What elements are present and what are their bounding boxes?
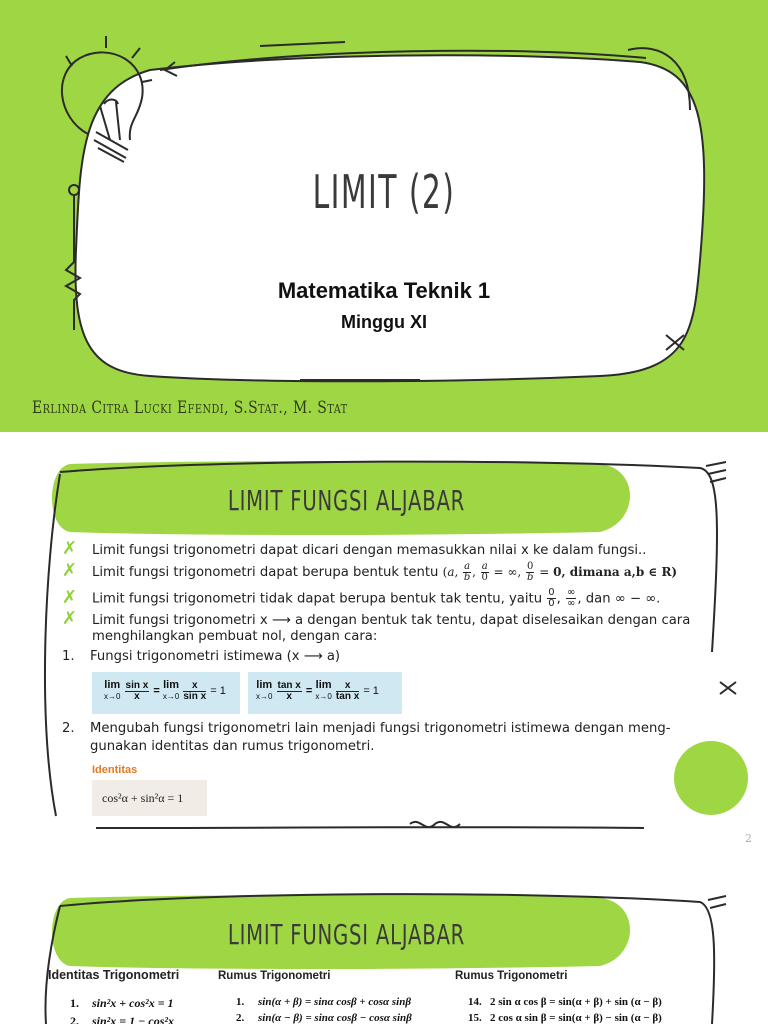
bullet-item: ✗ Limit fungsi trigonometri tidak dapat berupa bentuk tak tentu, yaitu $\frac{0}{0}$ , $\frac{\infty}{\infty}$ , dan ∞ − ∞. bbox=[62, 586, 661, 609]
check-x-icon: ✗ bbox=[62, 560, 78, 581]
author-name: Erlinda Citra Lucki Efendi, S.Stat., M. Stat bbox=[32, 398, 348, 418]
column-header: Rumus Trigonometri bbox=[455, 970, 568, 982]
bullet-item: ✗ Limit fungsi trigonometri x ⟶ a dengan bentuk tak tentu, dapat diselesaikan dengan cara bbox=[62, 608, 691, 629]
formula-tan-limit: lim x→0 $\frac{\text{tan x}}{x}$ = lim x→0 $\frac{x}{\text{tan x}}$ = 1 bbox=[248, 672, 402, 714]
bullet-item: ✗ Limit fungsi trigonometri dapat berupa bentuk tentu (a, $\frac{a}{b}$ , $\frac{a}{0}$ = ∞, $\frac{0}{b}$ = 0, dimana a,b ∈ R) bbox=[62, 560, 678, 583]
formula-row: 15. 2 cos α sin β = sin(α + β) − sin (α − β) bbox=[468, 1012, 662, 1024]
content-slide bbox=[0, 432, 768, 864]
formula-row: 1. sin(α + β) = sinα cosβ + cosα sinβ bbox=[236, 996, 411, 1008]
page-number: 2 bbox=[745, 832, 752, 845]
identity-formula: cos²α + sin²α = 1 bbox=[92, 780, 207, 816]
identity-label: Identitas bbox=[92, 764, 138, 776]
bullet-continuation: menghilangkan pembuat nol, dengan cara: bbox=[92, 629, 378, 644]
check-x-icon: ✗ bbox=[62, 586, 78, 608]
column-header: Rumus Trigonometri bbox=[218, 970, 331, 982]
formulas-slide bbox=[0, 864, 768, 1024]
bullet-item: ✗ Limit fungsi trigonometri dapat dicari dengan memasukkan nilai x ke dalam fungsi.. bbox=[62, 538, 647, 559]
formula-row: 2. sin(α − β) = sinα cosβ − cosα sinβ bbox=[236, 1012, 412, 1024]
slide-title: LIMIT (2) bbox=[312, 165, 456, 219]
formula-row: 14. 2 sin α cos β = sin(α + β) + sin (α − β) bbox=[468, 996, 662, 1008]
formula-sin-limit: lim x→0 $\frac{\text{sin x}}{x}$ = lim x→0 $\frac{x}{\text{sin x}}$ = 1 bbox=[92, 672, 240, 714]
week-label: Minggu XI bbox=[341, 312, 427, 332]
column-header: Identitas Trigonometri bbox=[48, 968, 180, 982]
section-title: LIMIT FUNGSI ALJABAR bbox=[227, 484, 466, 517]
title-slide bbox=[0, 0, 768, 432]
formula-row: 2. sin²x = 1 − cos²x bbox=[70, 1014, 174, 1024]
numbered-item: 2. Mengubah fungsi trigonometri lain menjadi fungsi trigonometri istimewa dengan meng- bbox=[62, 721, 671, 736]
formula-row: 1. sin²x + cos²x = 1 bbox=[70, 996, 174, 1010]
section-title: LIMIT FUNGSI ALJABAR bbox=[227, 918, 466, 951]
check-x-icon: ✗ bbox=[62, 608, 78, 629]
numbered-item: 1. Fungsi trigonometri istimewa (x ⟶ a) bbox=[62, 649, 341, 664]
numbered-continuation: gunakan identitas dan rumus trigonometri. bbox=[90, 739, 375, 754]
course-title: Matematika Teknik 1 bbox=[277, 278, 491, 303]
check-x-icon: ✗ bbox=[62, 538, 78, 559]
